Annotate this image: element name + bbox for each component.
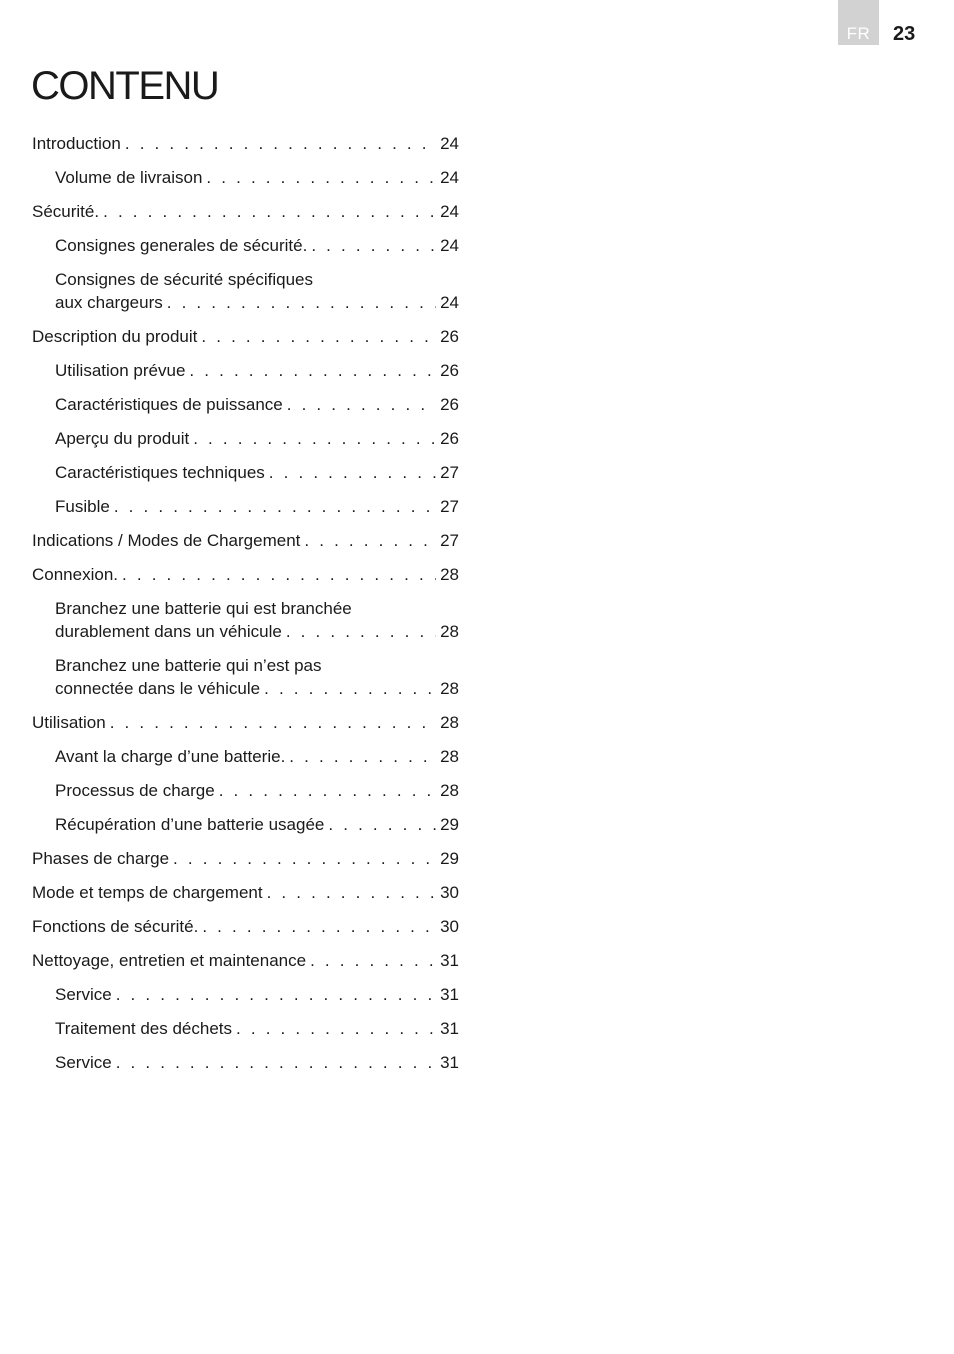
toc-entry-page-number: 30 [440,917,459,936]
toc-entry[interactable] [55,745,459,768]
dot-leader [125,132,436,155]
toc-entry[interactable] [32,847,459,870]
toc-entry-title: Processus de charge [55,781,215,800]
toc-entry-title: Consignes generales de sécurité. [55,236,308,255]
language-code: FR [846,24,871,43]
toc-entry-line [32,200,459,223]
dot-leader [116,983,436,1006]
dot-leader [311,234,436,257]
toc-entry[interactable] [55,813,459,836]
toc-entry-line [32,132,459,155]
toc-entry[interactable] [55,597,459,643]
toc-entry-title-line: Branchez une batterie qui n’est pas [55,656,322,675]
dot-leader [287,393,436,416]
toc-entry-title: Avant la charge d’une batterie. [55,747,286,766]
table-of-contents [32,132,459,1085]
toc-entry-page-number: 28 [440,679,459,698]
toc-entry-line [55,779,459,802]
toc-entry-title: Indications / Modes de Chargement [32,531,301,550]
toc-entry-title: Utilisation [32,713,106,732]
toc-entry-page-number: 24 [440,168,459,187]
toc-entry[interactable] [55,461,459,484]
toc-entry-page-number: 28 [440,781,459,800]
toc-entry-page-number: 31 [440,1019,459,1038]
toc-entry-title: Phases de charge [32,849,170,868]
toc-entry-page-number: 27 [440,497,459,516]
toc-entry[interactable] [32,949,459,972]
toc-entry-page-number: 31 [440,1053,459,1072]
toc-entry-line [32,529,459,552]
toc-entry[interactable] [55,1051,459,1074]
toc-entry-title: Service [55,1053,112,1072]
toc-entry-page-number: 30 [440,883,459,902]
dot-leader [206,166,436,189]
toc-entry-line [55,427,459,450]
dot-leader [193,427,436,450]
toc-entry[interactable] [55,654,459,700]
toc-entry-page-number: 31 [440,985,459,1004]
toc-entry-title: Introduction [32,134,121,153]
dot-leader [267,881,437,904]
toc-entry-line [32,563,459,586]
toc-entry-title: Utilisation prévue [55,361,186,380]
toc-entry[interactable] [32,325,459,348]
dot-leader [110,711,436,734]
toc-entry-line [55,359,459,382]
page-number: 23 [893,23,916,45]
toc-entry-title: Fonctions de sécurité. [32,917,199,936]
toc-entry[interactable] [32,529,459,552]
toc-entry-line [55,983,459,1006]
toc-entry-title: Fusible [55,497,110,516]
toc-entry-title: Service [55,985,112,1004]
dot-leader [173,847,436,870]
toc-entry-page-number: 26 [440,429,459,448]
toc-entry[interactable] [32,563,459,586]
dot-leader [264,677,436,700]
toc-entry-title: Aperçu du produit [55,429,190,448]
toc-entry-page-number: 24 [440,202,459,221]
toc-entry-page-number: 29 [440,815,459,834]
toc-entry[interactable] [55,1017,459,1040]
toc-entry-page-number: 29 [440,849,459,868]
dot-leader [122,563,436,586]
toc-entry-title: Sécurité. [32,202,100,221]
dot-leader [201,325,436,348]
toc-entry[interactable] [55,495,459,518]
dot-leader [328,813,436,836]
toc-entry-title-line: Consignes de sécurité spécifiques [55,270,313,289]
toc-entry[interactable] [55,983,459,1006]
toc-entry[interactable] [55,427,459,450]
toc-entry-title: Connexion. [32,565,119,584]
toc-entry[interactable] [55,268,459,314]
toc-entry[interactable] [32,132,459,155]
toc-entry-title: aux chargeurs [55,293,163,312]
toc-entry-title: Volume de livraison [55,168,203,187]
toc-entry[interactable] [32,711,459,734]
page-title: CONTENU [31,64,219,108]
toc-entry-title: Traitement des déchets [55,1019,233,1038]
toc-entry-line [55,166,459,189]
dot-leader [304,529,436,552]
toc-entry-title: Caractéristiques techniques [55,463,265,482]
toc-entry-line [32,949,459,972]
toc-entry-title: Mode et temps de chargement [32,883,263,902]
dot-leader [103,200,436,223]
toc-entry[interactable] [55,359,459,382]
toc-entry-page-number: 28 [440,747,459,766]
toc-entry-title: Caractéristiques de puissance [55,395,283,414]
toc-entry-page-number: 28 [440,565,459,584]
dot-leader [236,1017,436,1040]
toc-entry-title: connectée dans le véhicule [55,679,261,698]
toc-entry-line [55,461,459,484]
toc-entry[interactable] [32,915,459,938]
toc-entry-title: Description du produit [32,327,198,346]
toc-entry-line [55,495,459,518]
toc-entry-line [32,881,459,904]
toc-entry-page-number: 27 [440,463,459,482]
dot-leader [310,949,436,972]
toc-entry-line [32,915,459,938]
toc-entry-page-number: 26 [440,395,459,414]
toc-entry[interactable] [55,779,459,802]
toc-entry-line [32,711,459,734]
toc-entry-title: Récupération d’une batterie usagée [55,815,325,834]
language-tab [838,0,879,45]
toc-entry-page-number: 24 [440,134,459,153]
toc-entry[interactable] [55,166,459,189]
dot-leader [167,291,436,314]
toc-entry-line [55,393,459,416]
toc-entry-title-line: Branchez une batterie qui est branchée [55,599,352,618]
toc-entry-line [55,291,459,314]
dot-leader [219,779,436,802]
toc-entry-title: Nettoyage, entretien et maintenance [32,951,307,970]
toc-entry-line [55,620,459,643]
toc-entry-line [32,847,459,870]
toc-entry-line [55,745,459,768]
toc-entry-page-number: 31 [440,951,459,970]
toc-entry-line [55,677,459,700]
dot-leader [202,915,436,938]
toc-entry[interactable] [32,881,459,904]
toc-entry-line [32,325,459,348]
toc-entry-page-number: 28 [440,713,459,732]
dot-leader [189,359,436,382]
toc-entry-page-number: 24 [440,236,459,255]
dot-leader [289,745,436,768]
toc-entry-line [55,1017,459,1040]
toc-entry-line [55,813,459,836]
toc-entry-line [55,234,459,257]
toc-entry-page-number: 27 [440,531,459,550]
toc-entry-page-number: 26 [440,361,459,380]
dot-leader [269,461,436,484]
dot-leader [114,495,436,518]
toc-entry-page-number: 28 [440,622,459,641]
dot-leader [286,620,436,643]
toc-entry[interactable] [55,393,459,416]
toc-entry-page-number: 26 [440,327,459,346]
toc-entry[interactable] [55,234,459,257]
toc-entry-page-number: 24 [440,293,459,312]
dot-leader [116,1051,436,1074]
toc-entry[interactable] [32,200,459,223]
toc-entry-line [55,1051,459,1074]
toc-entry-title: durablement dans un véhicule [55,622,282,641]
